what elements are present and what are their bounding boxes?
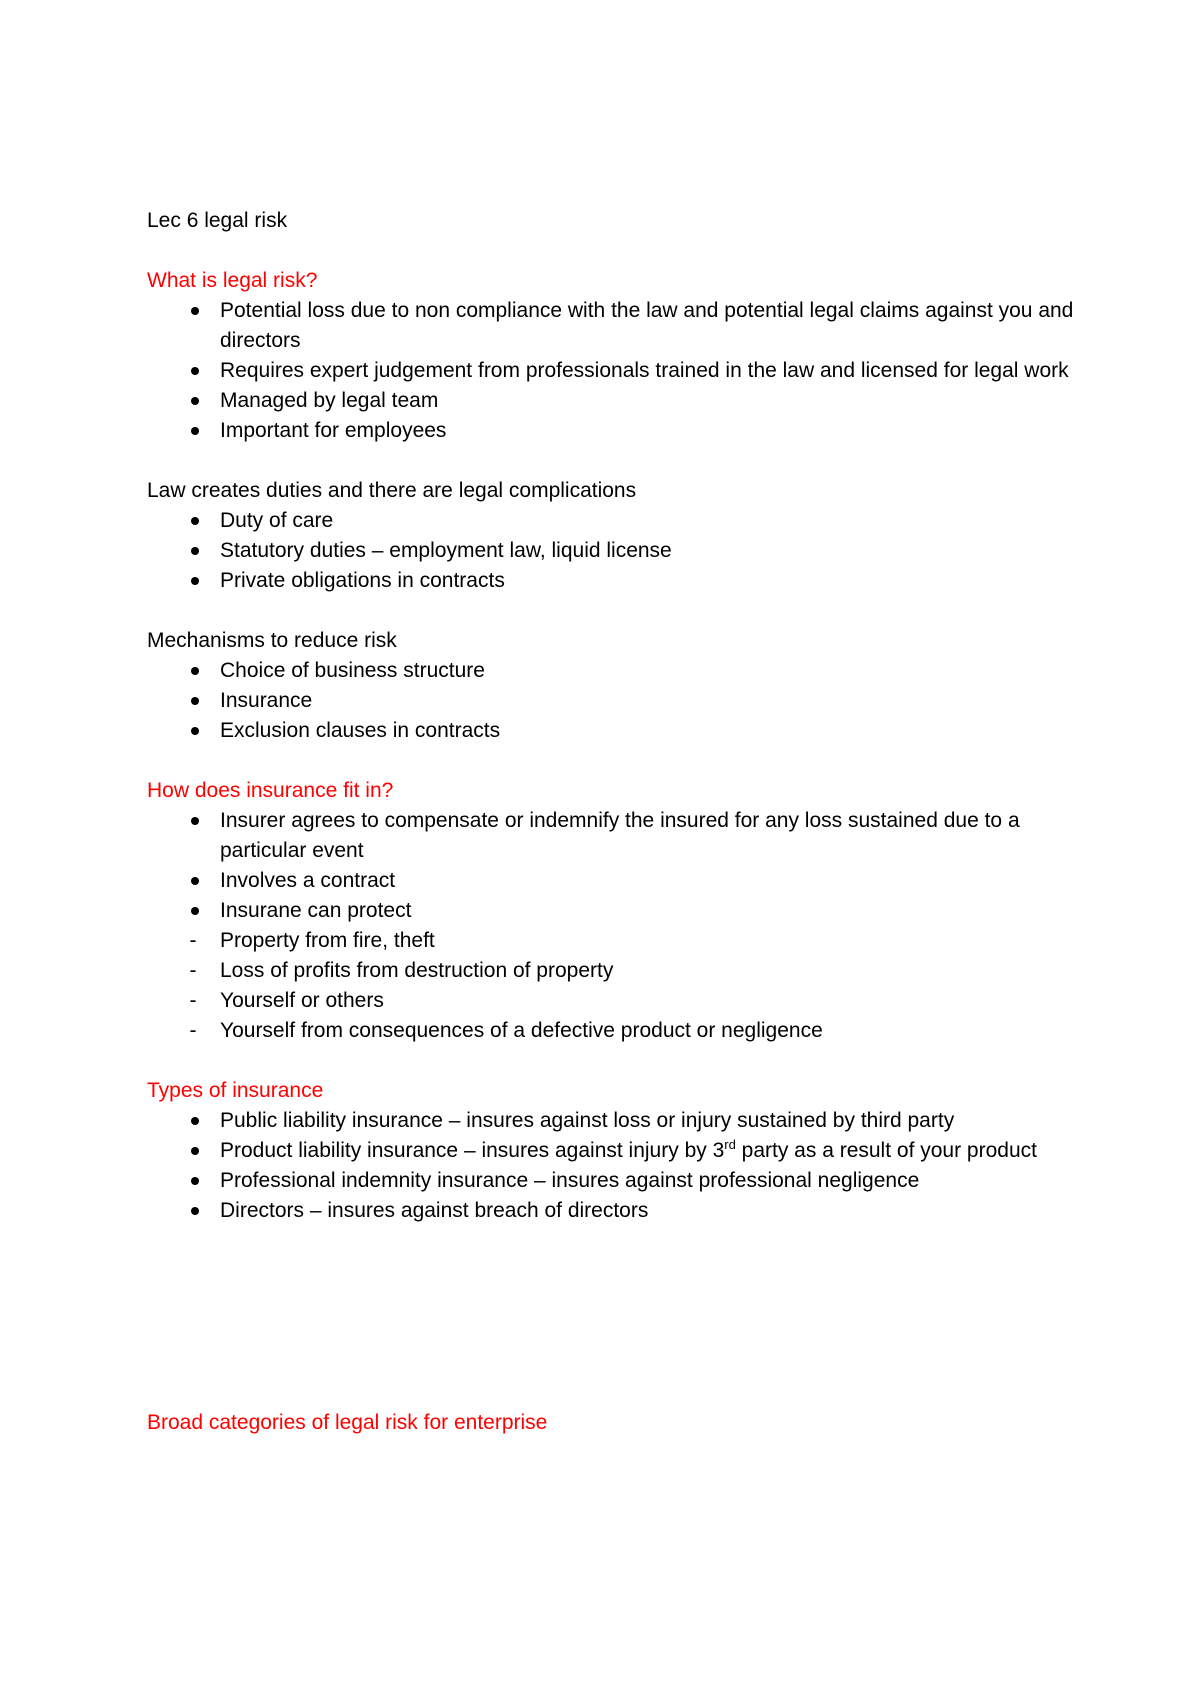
- list-item: - Yourself from consequences of a defective product or negligence: [147, 1016, 1087, 1046]
- legal-risk-list: [147, 296, 1087, 446]
- heading-mechanisms: Mechanisms to reduce risk: [147, 629, 397, 652]
- ordinal-suffix: rd: [724, 1137, 736, 1152]
- document-body: [147, 206, 1087, 1438]
- list-item: Important for employees: [220, 419, 447, 442]
- list-item: Choice of business structure: [220, 659, 485, 682]
- document-title: Lec 6 legal risk: [147, 209, 288, 232]
- mechanisms-list: [147, 656, 1087, 746]
- list-item: Professional indemnity insurance – insures against professional negligence: [220, 1169, 920, 1192]
- list-item: - Property from fire, theft: [147, 926, 1087, 956]
- dash-marker: -: [189, 989, 197, 1012]
- list-item: Exclusion clauses in contracts: [220, 719, 501, 742]
- list-item: Product liability insurance – insures against injury by 3rd party as a result of your product: [220, 1137, 1037, 1162]
- list-item: Insurance: [220, 689, 313, 712]
- insurance-types-list: [147, 1106, 1087, 1226]
- heading-insurance-fit: How does insurance fit in?: [147, 779, 394, 802]
- list-item: - Yourself or others: [147, 986, 1087, 1016]
- heading-law-creates-duties: Law creates duties and there are legal complications: [147, 479, 637, 502]
- list-item: Managed by legal team: [220, 389, 439, 412]
- list-item: Insurer agrees to compensate or indemnify the insured for any loss sustained due to a particular event: [220, 809, 1020, 862]
- insurance-fit-list: [147, 806, 1087, 1046]
- list-item: Private obligations in contracts: [220, 569, 505, 592]
- list-item: Public liability insurance – insures against loss or injury sustained by third party: [220, 1109, 955, 1132]
- list-item: Involves a contract: [220, 869, 396, 892]
- list-item: Potential loss due to non compliance with the law and potential legal claims against you and directors: [220, 299, 1074, 352]
- list-item: Insurane can protect: [220, 899, 412, 922]
- heading-types-of-insurance: Types of insurance: [147, 1079, 324, 1102]
- dash-marker: -: [189, 959, 197, 982]
- dash-marker: -: [189, 929, 197, 952]
- heading-broad-categories: Broad categories of legal risk for enterprise: [147, 1411, 548, 1434]
- heading-what-is-legal-risk: What is legal risk?: [147, 269, 318, 292]
- list-item: Statutory duties – employment law, liquid license: [220, 539, 672, 562]
- list-item: Duty of care: [220, 509, 334, 532]
- list-item: Requires expert judgement from professionals trained in the law and licensed for legal work: [220, 359, 1069, 382]
- dash-marker: -: [189, 1019, 197, 1042]
- list-item: - Loss of profits from destruction of property: [147, 956, 1087, 986]
- list-item: Directors – insures against breach of directors: [220, 1199, 649, 1222]
- duties-list: [147, 506, 1087, 596]
